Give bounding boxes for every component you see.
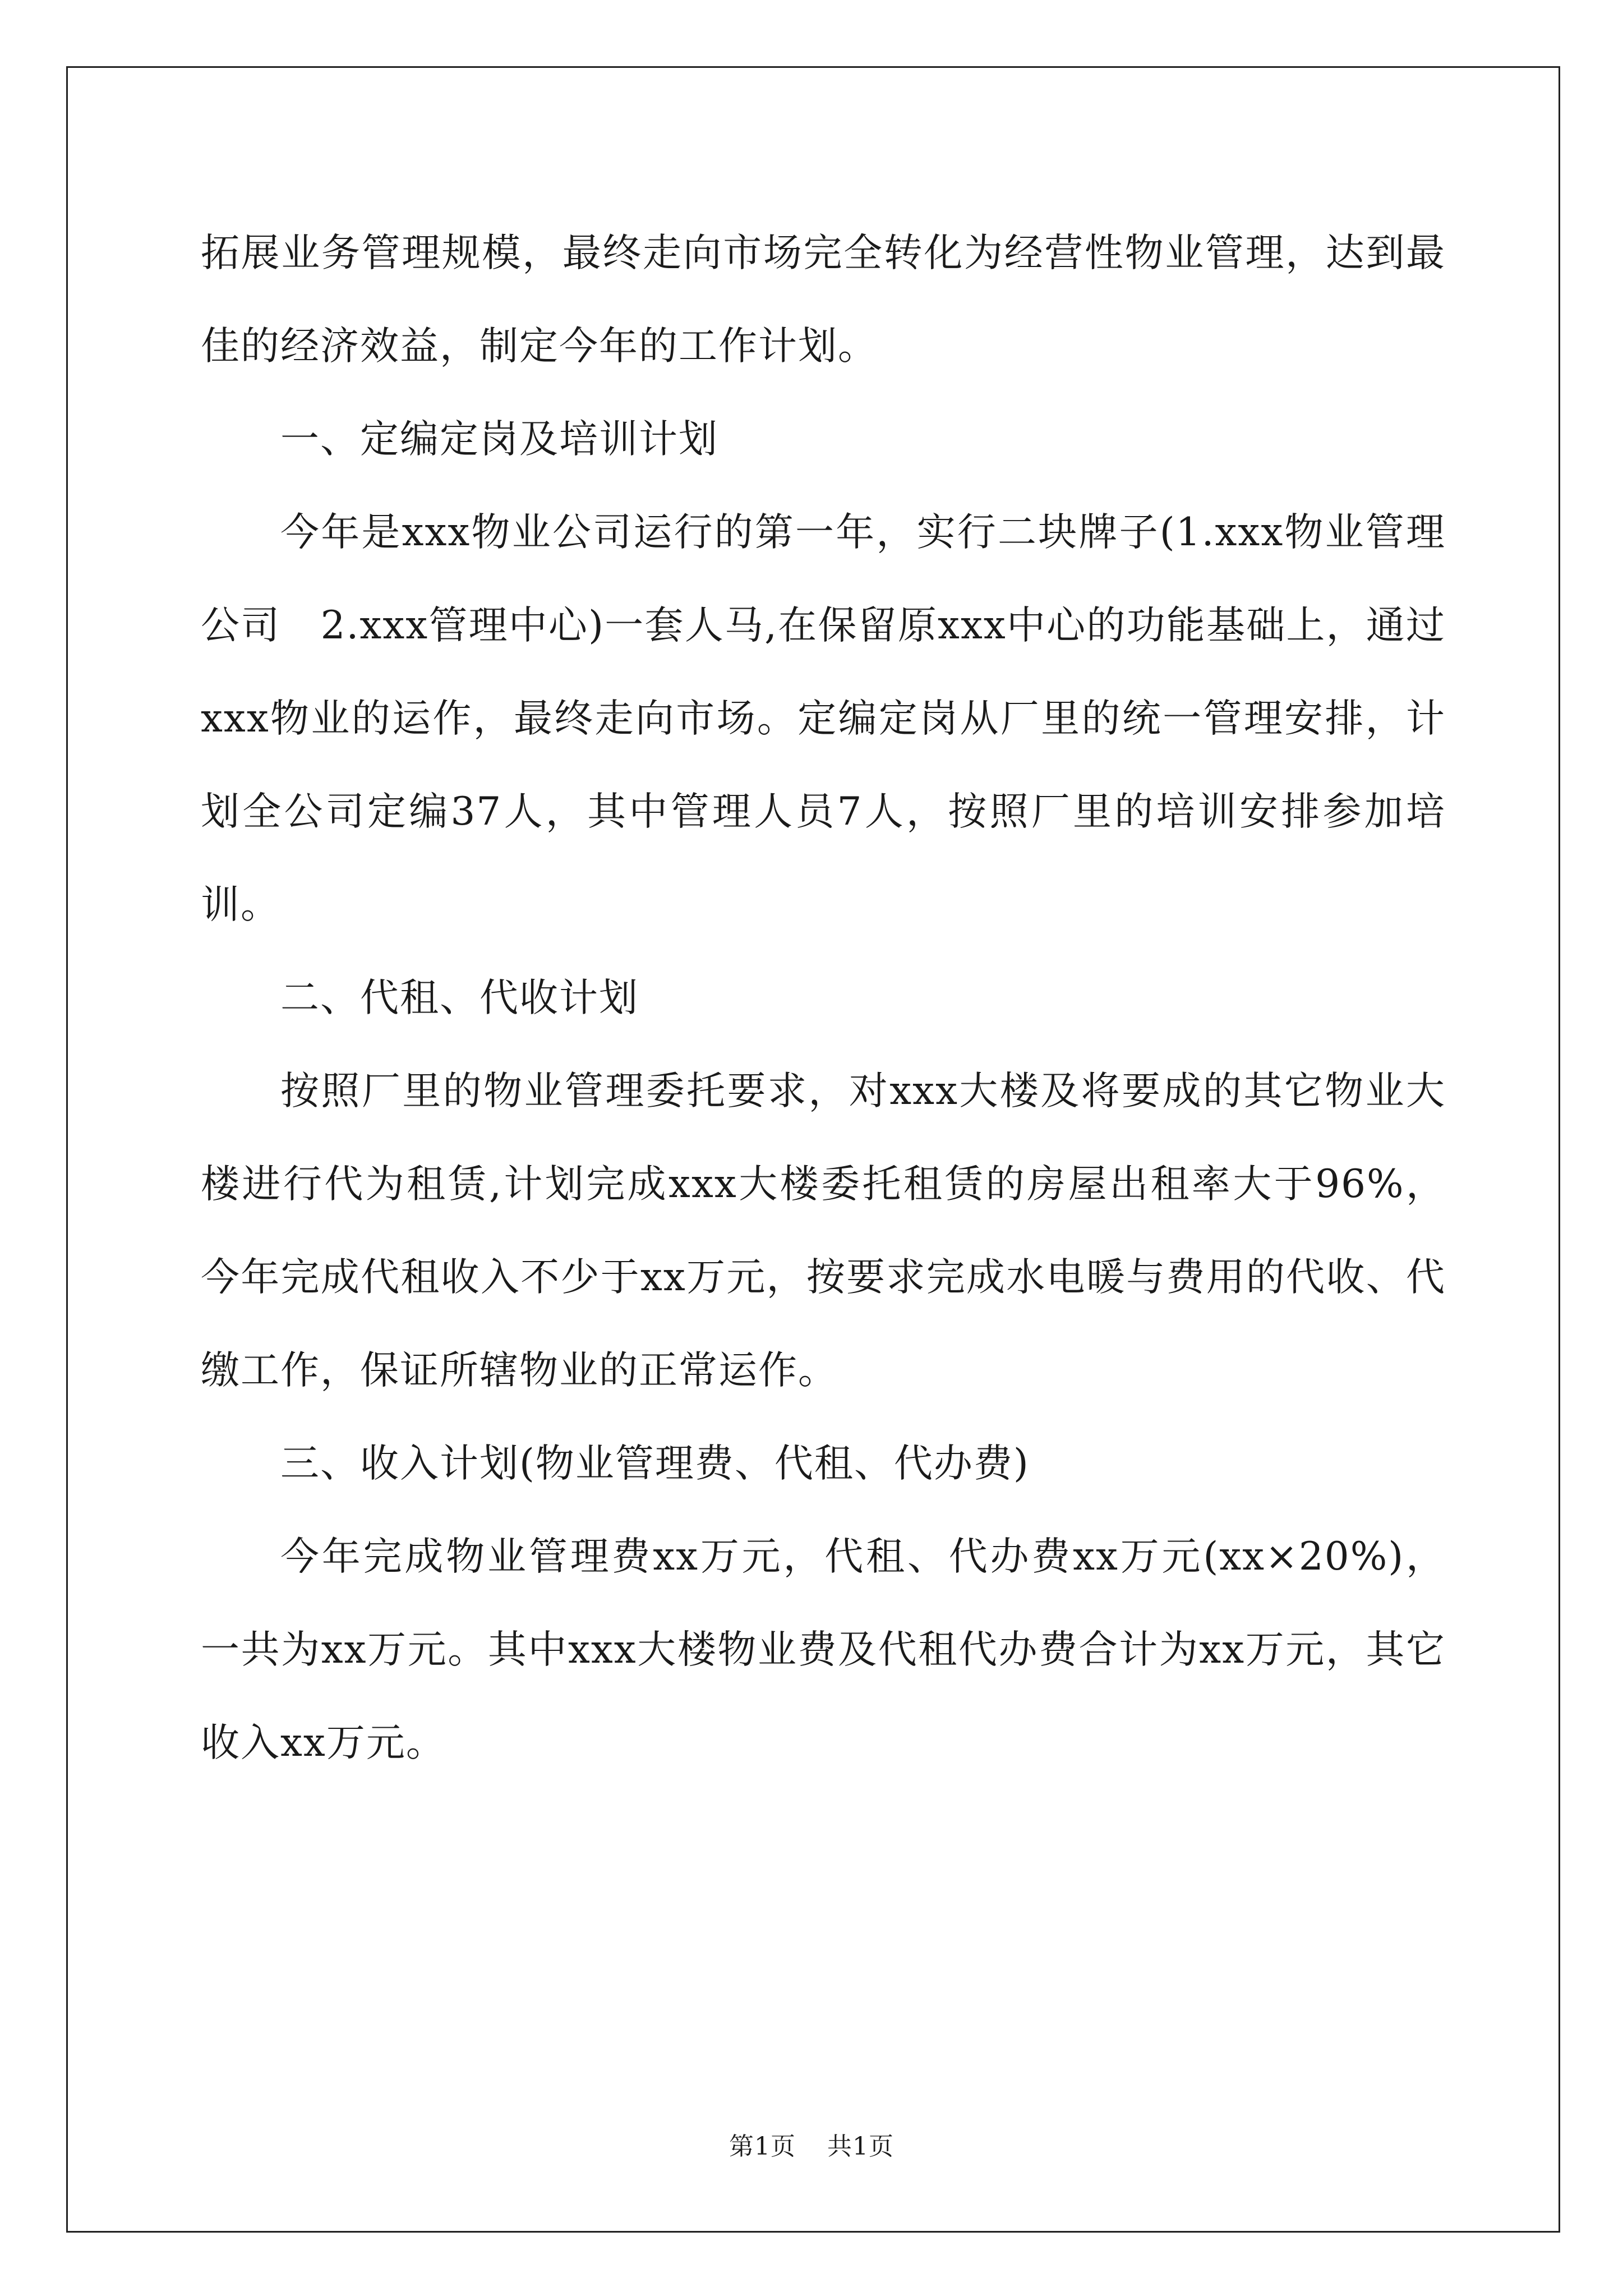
paragraph-rental: 按照厂里的物业管理委托要求，对xxx大楼及将要成的其它物业大楼进行代为租赁,计划完成xxx大楼委托租赁的房屋出租率大于96%，今年完成代租收入不少于xx万元，按要求完成水电暖与费用的代收、代缴工作，保证所辖物业的正常运作。 bbox=[201, 1069, 1446, 1393]
paragraph-intro-continuation: 拓展业务管理规模，最终走向市场完全转化为经营性物业管理，达到最佳的经济效益，制定今年的工作计划。 bbox=[201, 231, 1446, 369]
page-number: 第1页 bbox=[729, 2132, 796, 2161]
section-heading-income: 三、收入计划(物业管理费、代租、代办费) bbox=[280, 1441, 1030, 1486]
section-heading-staffing: 一、定编定岗及培训计划 bbox=[280, 417, 718, 462]
document-body bbox=[201, 206, 1446, 1789]
page-footer bbox=[0, 2126, 1623, 2162]
page-total: 共1页 bbox=[827, 2132, 894, 2161]
paragraph-income: 今年完成物业管理费xx万元，代租、代办费xx万元(xx×20%)，一共为xx万元。其中xxx大楼物业费及代租代办费合计为xx万元，其它收入xx万元。 bbox=[201, 1534, 1446, 1765]
section-heading-rental: 二、代租、代收计划 bbox=[280, 976, 639, 1020]
paragraph-staffing: 今年是xxx物业公司运行的第一年，实行二块牌子(1.xxx物业管理公司 2.xxx管理中心)一套人马,在保留原xxx中心的功能基础上，通过xxx物业的运作，最终走向市场。定编定岗从厂里的统一管理安排，计划全公司定编37人，其中管理人员7人，按照厂里的培训安排参加培训。 bbox=[201, 510, 1446, 927]
